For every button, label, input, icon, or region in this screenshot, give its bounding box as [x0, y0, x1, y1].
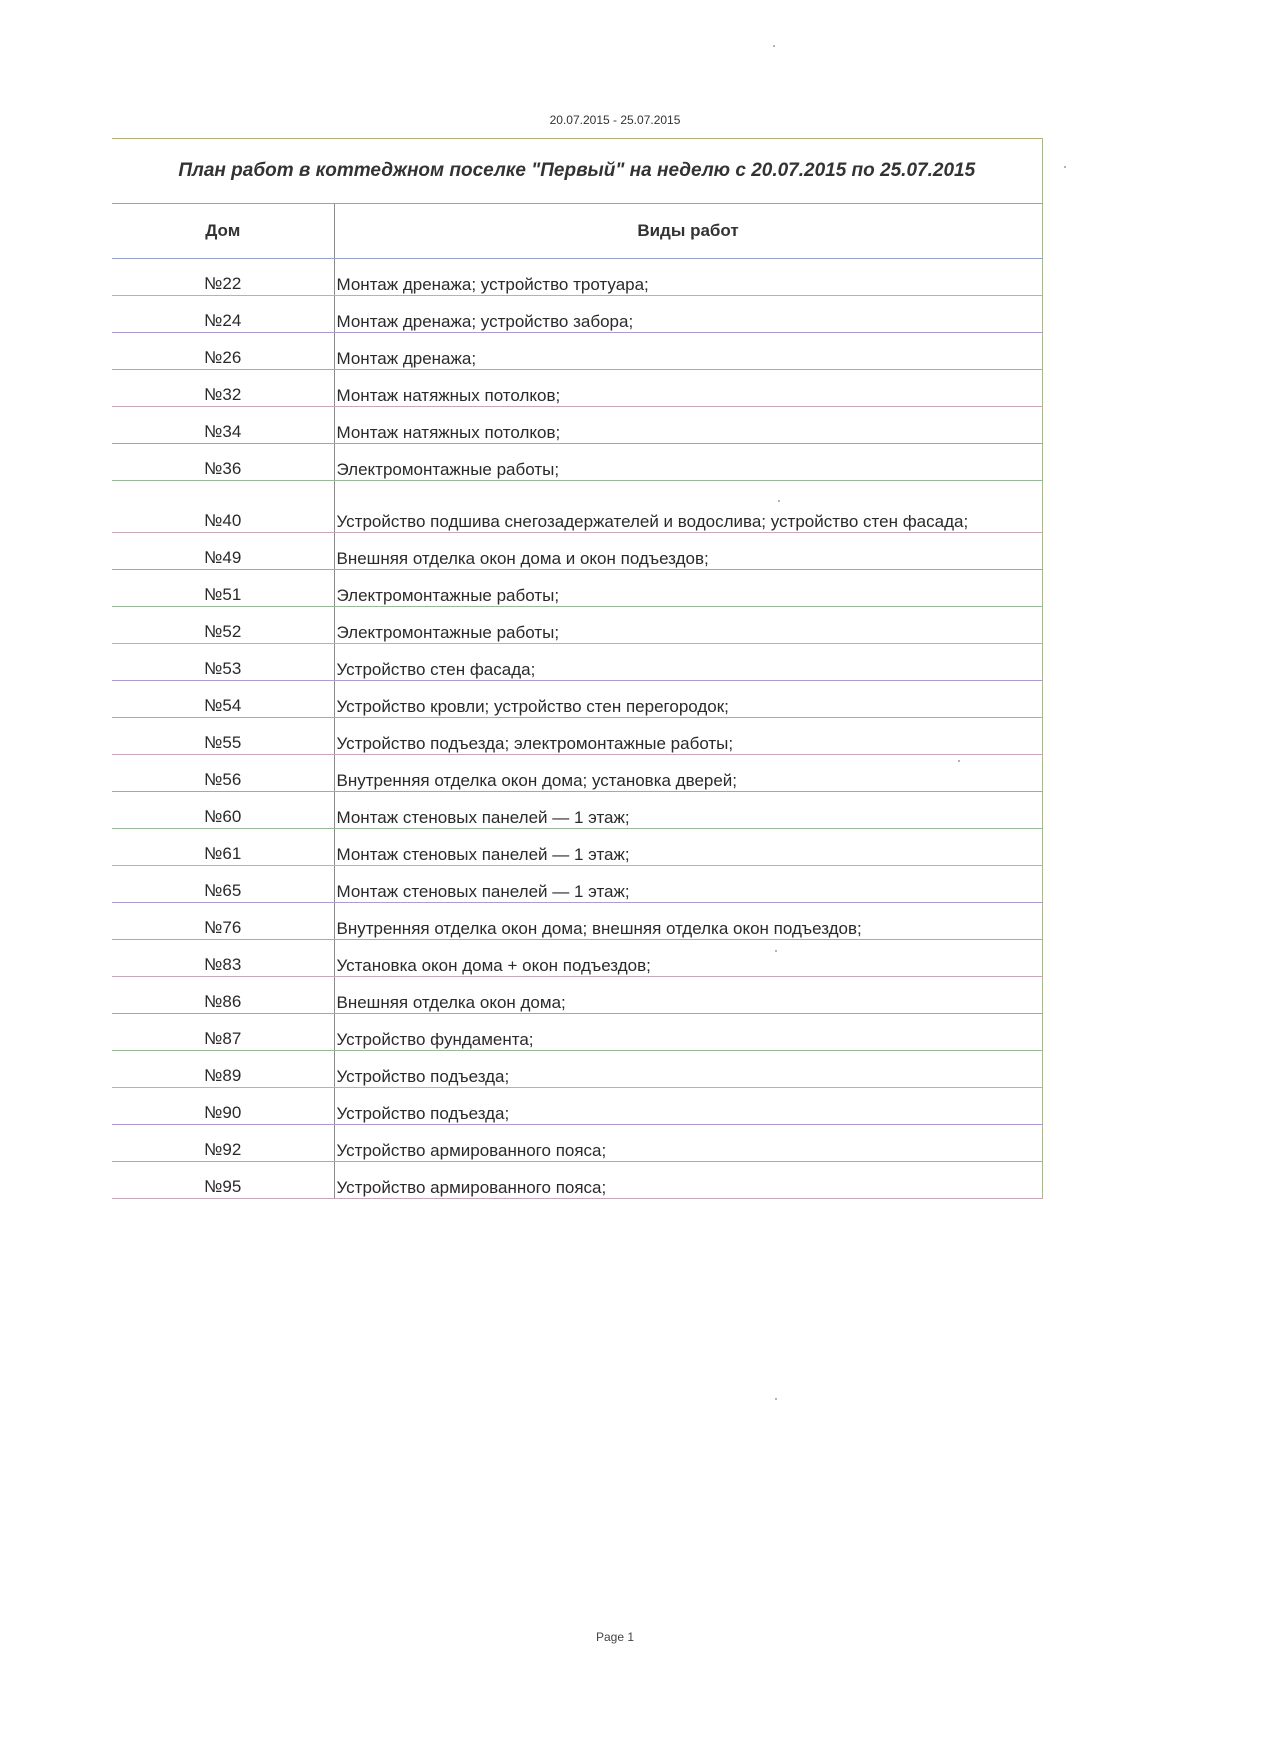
scan-speck	[775, 950, 777, 952]
table-row	[112, 444, 1042, 481]
house-number-cell: №55	[112, 718, 334, 755]
house-number-cell: №95	[112, 1162, 334, 1199]
table-body	[112, 259, 1042, 1199]
page-header-date-range: 20.07.2015 - 25.07.2015	[549, 113, 681, 127]
house-number-cell: №53	[112, 644, 334, 681]
work-description-cell: Монтаж дренажа;	[334, 333, 1042, 370]
table-row	[112, 259, 1042, 296]
house-number-cell: №36	[112, 444, 334, 481]
house-number-cell: №24	[112, 296, 334, 333]
table-row	[112, 1014, 1042, 1051]
table-row	[112, 1051, 1042, 1088]
work-description-cell: Монтаж дренажа; устройство тротуара;	[334, 259, 1042, 296]
table-row	[112, 866, 1042, 903]
house-number-cell: №89	[112, 1051, 334, 1088]
scan-speck	[773, 45, 775, 47]
table-row	[112, 755, 1042, 792]
work-description-cell: Монтаж стеновых панелей — 1 этаж;	[334, 829, 1042, 866]
work-description-cell: Устройство подшива снегозадержателей и водослива; устройство стен фасада;	[334, 481, 1042, 533]
table-row	[112, 977, 1042, 1014]
work-plan-table	[112, 138, 1043, 1199]
work-description-cell: Электромонтажные работы;	[334, 607, 1042, 644]
house-number-cell: №86	[112, 977, 334, 1014]
table-row	[112, 829, 1042, 866]
table-row	[112, 1162, 1042, 1199]
house-number-cell: №60	[112, 792, 334, 829]
house-number-cell: №56	[112, 755, 334, 792]
house-number-cell: №40	[112, 481, 334, 533]
work-description-cell: Устройство армированного пояса;	[334, 1162, 1042, 1199]
table-row	[112, 607, 1042, 644]
house-number-cell: №52	[112, 607, 334, 644]
house-number-cell: №92	[112, 1125, 334, 1162]
house-number-cell: №76	[112, 903, 334, 940]
page-number: Page 1	[595, 1630, 635, 1644]
table-row	[112, 718, 1042, 755]
table-row	[112, 370, 1042, 407]
house-number-cell: №22	[112, 259, 334, 296]
table-title: План работ в коттеджном поселке "Первый" на неделю с 20.07.2015 по 25.07.2015	[112, 139, 1042, 204]
house-number-cell: №65	[112, 866, 334, 903]
table-row	[112, 481, 1042, 533]
column-header-house: Дом	[112, 204, 334, 259]
work-description-cell: Монтаж натяжных потолков;	[334, 407, 1042, 444]
work-description-cell: Внешняя отделка окон дома;	[334, 977, 1042, 1014]
work-description-cell: Монтаж дренажа; устройство забора;	[334, 296, 1042, 333]
table-row	[112, 296, 1042, 333]
table-row	[112, 681, 1042, 718]
work-description-cell: Устройство армированного пояса;	[334, 1125, 1042, 1162]
table-row	[112, 940, 1042, 977]
work-description-cell: Внутренняя отделка окон дома; внешняя отделка окон подъездов;	[334, 903, 1042, 940]
work-description-cell: Внешняя отделка окон дома и окон подъездов;	[334, 533, 1042, 570]
house-number-cell: №83	[112, 940, 334, 977]
work-description-cell: Электромонтажные работы;	[334, 444, 1042, 481]
work-description-cell: Устройство подъезда; электромонтажные работы;	[334, 718, 1042, 755]
table-row	[112, 533, 1042, 570]
house-number-cell: №49	[112, 533, 334, 570]
table-row	[112, 903, 1042, 940]
house-number-cell: №87	[112, 1014, 334, 1051]
house-number-cell: №61	[112, 829, 334, 866]
work-description-cell: Устройство подъезда;	[334, 1051, 1042, 1088]
house-number-cell: №32	[112, 370, 334, 407]
work-description-cell: Устройство кровли; устройство стен перегородок;	[334, 681, 1042, 718]
table-row	[112, 333, 1042, 370]
scan-speck	[1064, 166, 1066, 168]
house-number-cell: №51	[112, 570, 334, 607]
work-description-cell: Внутренняя отделка окон дома; установка дверей;	[334, 755, 1042, 792]
house-number-cell: №90	[112, 1088, 334, 1125]
table-row	[112, 570, 1042, 607]
work-description-cell: Монтаж стеновых панелей — 1 этаж;	[334, 866, 1042, 903]
work-description-cell: Устройство фундамента;	[334, 1014, 1042, 1051]
scan-speck	[778, 500, 780, 502]
scan-speck	[958, 760, 960, 762]
table-row	[112, 1125, 1042, 1162]
work-description-cell: Устройство стен фасада;	[334, 644, 1042, 681]
column-header-work-types: Виды работ	[334, 204, 1042, 259]
work-description-cell: Монтаж стеновых панелей — 1 этаж;	[334, 792, 1042, 829]
work-description-cell: Электромонтажные работы;	[334, 570, 1042, 607]
table-row	[112, 644, 1042, 681]
table-row	[112, 792, 1042, 829]
table-row	[112, 1088, 1042, 1125]
table-row	[112, 407, 1042, 444]
house-number-cell: №54	[112, 681, 334, 718]
work-description-cell: Устройство подъезда;	[334, 1088, 1042, 1125]
work-description-cell: Монтаж натяжных потолков;	[334, 370, 1042, 407]
house-number-cell: №26	[112, 333, 334, 370]
house-number-cell: №34	[112, 407, 334, 444]
work-description-cell: Установка окон дома + окон подъездов;	[334, 940, 1042, 977]
table-header-row	[112, 204, 1042, 259]
scan-speck	[775, 1398, 777, 1400]
